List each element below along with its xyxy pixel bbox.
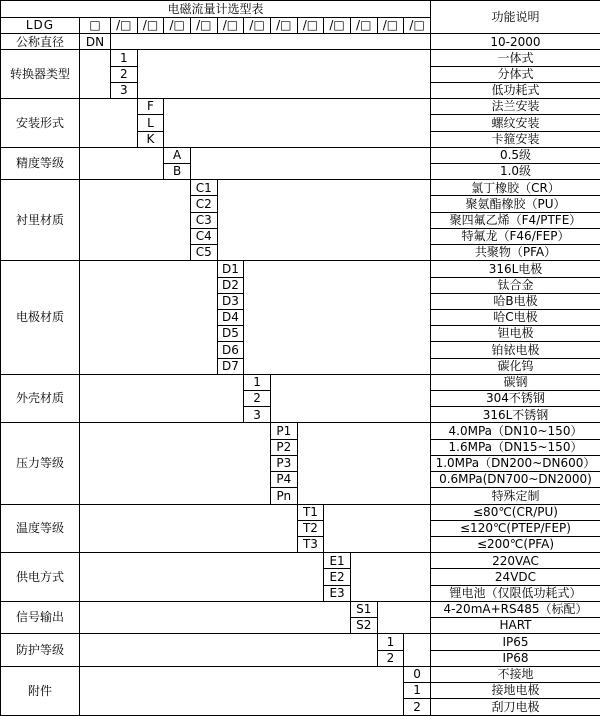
spacer-cell xyxy=(270,374,430,423)
option-desc-electrode-material: 钛合金 xyxy=(430,277,600,293)
option-row-signal-output xyxy=(1,601,600,617)
option-row-electrode-material xyxy=(1,261,600,277)
option-row-installation xyxy=(1,99,600,115)
option-code-liner-material: C3 xyxy=(190,212,217,228)
model-code-slot: /□ xyxy=(297,18,324,34)
option-desc-accuracy-class: 1.0级 xyxy=(430,163,600,179)
spacer-cell xyxy=(190,147,430,179)
option-desc-power-supply: 24VDC xyxy=(430,569,600,585)
option-desc-installation: 螺纹安装 xyxy=(430,115,600,131)
spacer-cell xyxy=(80,99,138,148)
option-code-housing-material: 2 xyxy=(244,391,271,407)
option-code-converter-type: 1 xyxy=(111,50,138,66)
option-desc-signal-output: 4-20mA+RS485（标配） xyxy=(430,601,600,617)
spacer-cell xyxy=(350,553,430,602)
option-desc-converter-type: 低功耗式 xyxy=(430,82,600,98)
model-code-slot: /□ xyxy=(190,18,217,34)
option-desc-housing-material: 碳钢 xyxy=(430,374,600,390)
option-code-power-supply: E3 xyxy=(324,585,351,601)
section-label-housing-material: 外壳材质 xyxy=(1,374,80,423)
option-code-installation: L xyxy=(137,115,164,131)
spacer-cell xyxy=(80,423,271,504)
option-desc-protection-rating: IP68 xyxy=(430,650,600,666)
option-row-power-supply xyxy=(1,553,600,569)
option-row-converter-type xyxy=(1,50,600,66)
model-code-slot: /□ xyxy=(377,18,404,34)
option-code-accessories: 0 xyxy=(404,666,431,682)
model-code-slot: /□ xyxy=(164,18,191,34)
title-row xyxy=(1,1,600,18)
spacer-cell xyxy=(111,34,431,50)
spacer-cell xyxy=(244,261,431,375)
option-code-electrode-material: D7 xyxy=(217,358,244,374)
option-row-pressure-rating xyxy=(1,423,600,439)
option-row-temperature-rating xyxy=(1,504,600,520)
model-code-slot: /□ xyxy=(350,18,377,34)
option-code-accessories: 2 xyxy=(404,699,431,716)
option-code-nominal-diameter: DN xyxy=(80,34,111,50)
option-code-electrode-material: D1 xyxy=(217,261,244,277)
option-code-signal-output: S1 xyxy=(350,601,377,617)
spacer-cell xyxy=(80,261,218,375)
option-code-pressure-rating: P4 xyxy=(270,472,297,488)
option-row-accessories xyxy=(1,666,600,682)
option-code-liner-material: C4 xyxy=(190,228,217,244)
option-code-power-supply: E1 xyxy=(324,553,351,569)
model-code-slot: /□ xyxy=(137,18,164,34)
option-desc-electrode-material: 316L电极 xyxy=(430,261,600,277)
option-desc-electrode-material: 钽电极 xyxy=(430,326,600,342)
option-code-electrode-material: D5 xyxy=(217,326,244,342)
spacer-cell xyxy=(164,99,431,148)
section-label-pressure-rating: 压力等级 xyxy=(1,423,80,504)
option-code-pressure-rating: P1 xyxy=(270,423,297,439)
option-desc-liner-material: 共聚物（PFA） xyxy=(430,245,600,261)
model-prefix: LDG xyxy=(1,18,80,34)
option-desc-converter-type: 分体式 xyxy=(430,66,600,82)
option-code-pressure-rating: P3 xyxy=(270,455,297,471)
model-code-slot: /□ xyxy=(324,18,351,34)
option-desc-pressure-rating: 0.6MPa(DN700~DN2000) xyxy=(430,472,600,488)
option-desc-accuracy-class: 0.5级 xyxy=(430,147,600,163)
spacer-cell xyxy=(80,147,164,179)
option-code-electrode-material: D3 xyxy=(217,293,244,309)
section-label-nominal-diameter: 公称直径 xyxy=(1,34,80,50)
option-code-temperature-rating: T3 xyxy=(297,537,324,553)
model-code-slot: /□ xyxy=(404,18,431,34)
spacer-cell xyxy=(377,601,430,633)
spacer-cell xyxy=(297,423,430,504)
option-code-liner-material: C5 xyxy=(190,245,217,261)
option-row-liner-material xyxy=(1,180,600,196)
option-code-liner-material: C1 xyxy=(190,180,217,196)
option-code-converter-type: 2 xyxy=(111,66,138,82)
option-code-installation: F xyxy=(137,99,164,115)
spacer-cell xyxy=(80,504,298,553)
option-desc-signal-output: HART xyxy=(430,618,600,634)
option-desc-installation: 卡箍安装 xyxy=(430,131,600,147)
option-code-protection-rating: 1 xyxy=(377,634,404,650)
section-label-accuracy-class: 精度等级 xyxy=(1,147,80,179)
option-code-electrode-material: D2 xyxy=(217,277,244,293)
spacer-cell xyxy=(137,50,430,99)
option-desc-electrode-material: 哈C电极 xyxy=(430,309,600,325)
spacer-cell xyxy=(324,504,431,553)
spacer-cell xyxy=(80,601,351,633)
spacer-cell xyxy=(80,50,111,99)
option-row-accuracy-class xyxy=(1,147,600,163)
section-label-protection-rating: 防护等级 xyxy=(1,634,80,666)
option-code-housing-material: 3 xyxy=(244,407,271,423)
spacer-cell xyxy=(80,634,378,666)
section-label-temperature-rating: 温度等级 xyxy=(1,504,80,553)
option-desc-electrode-material: 哈B电极 xyxy=(430,293,600,309)
table-title: 电磁流量计选型表 xyxy=(1,1,431,18)
spacer-cell xyxy=(80,180,191,261)
model-code-slot: /□ xyxy=(217,18,244,34)
option-code-accuracy-class: A xyxy=(164,147,191,163)
option-desc-temperature-rating: ≤200℃(PFA) xyxy=(430,537,600,553)
option-desc-protection-rating: IP65 xyxy=(430,634,600,650)
section-label-liner-material: 衬里材质 xyxy=(1,180,80,261)
option-desc-accessories: 刮刀电极 xyxy=(430,699,600,716)
option-desc-accessories: 不接地 xyxy=(430,666,600,682)
option-code-pressure-rating: P2 xyxy=(270,439,297,455)
option-desc-pressure-rating: 特殊定制 xyxy=(430,488,600,504)
option-row-protection-rating xyxy=(1,634,600,650)
section-label-electrode-material: 电极材质 xyxy=(1,261,80,375)
option-desc-pressure-rating: 1.0MPa（DN200~DN600） xyxy=(430,455,600,471)
section-label-power-supply: 供电方式 xyxy=(1,553,80,602)
spacer-cell xyxy=(80,374,244,423)
option-desc-liner-material: 特氟龙（F46/FEP） xyxy=(430,228,600,244)
option-desc-power-supply: 锂电池（仅限低功耗式） xyxy=(430,585,600,601)
option-desc-converter-type: 一体式 xyxy=(430,50,600,66)
option-code-electrode-material: D4 xyxy=(217,309,244,325)
option-code-power-supply: E2 xyxy=(324,569,351,585)
option-desc-accessories: 接地电极 xyxy=(430,682,600,698)
option-desc-temperature-rating: ≤80℃(CR/PU) xyxy=(430,504,600,520)
option-code-accuracy-class: B xyxy=(164,163,191,179)
option-desc-liner-material: 氯丁橡胶（CR） xyxy=(430,180,600,196)
option-code-protection-rating: 2 xyxy=(377,650,404,666)
option-row-housing-material xyxy=(1,374,600,390)
option-code-signal-output: S2 xyxy=(350,618,377,634)
function-description-header: 功能说明 xyxy=(430,1,600,34)
option-code-housing-material: 1 xyxy=(244,374,271,390)
option-desc-pressure-rating: 4.0MPa（DN10~150） xyxy=(430,423,600,439)
option-code-pressure-rating: Pn xyxy=(270,488,297,504)
section-label-installation: 安装形式 xyxy=(1,99,80,148)
section-label-accessories: 附件 xyxy=(1,666,80,715)
option-code-electrode-material: D6 xyxy=(217,342,244,358)
option-code-temperature-rating: T1 xyxy=(297,504,324,520)
option-desc-housing-material: 316L不锈钢 xyxy=(430,407,600,423)
section-label-signal-output: 信号输出 xyxy=(1,601,80,633)
option-desc-installation: 法兰安装 xyxy=(430,99,600,115)
option-desc-electrode-material: 碳化钨 xyxy=(430,358,600,374)
option-code-accessories: 1 xyxy=(404,682,431,698)
option-code-temperature-rating: T2 xyxy=(297,520,324,536)
option-desc-housing-material: 304不锈钢 xyxy=(430,391,600,407)
option-desc-pressure-rating: 1.6MPa（DN15~150） xyxy=(430,439,600,455)
option-desc-temperature-rating: ≤120℃(PTEP/FEP) xyxy=(430,520,600,536)
option-desc-liner-material: 聚氨酯橡胶（PU） xyxy=(430,196,600,212)
spacer-cell xyxy=(404,634,431,666)
option-desc-power-supply: 220VAC xyxy=(430,553,600,569)
model-code-box: □ xyxy=(80,18,111,34)
option-code-installation: K xyxy=(137,131,164,147)
option-code-liner-material: C2 xyxy=(190,196,217,212)
option-row-nominal-diameter xyxy=(1,34,600,50)
option-desc-electrode-material: 铂铱电极 xyxy=(430,342,600,358)
section-label-converter-type: 转换器类型 xyxy=(1,50,80,99)
model-code-slot: /□ xyxy=(244,18,271,34)
option-desc-nominal-diameter: 10-2000 xyxy=(430,34,600,50)
model-code-slot: /□ xyxy=(270,18,297,34)
option-code-converter-type: 3 xyxy=(111,82,138,98)
option-desc-liner-material: 聚四氟乙烯（F4/PTFE） xyxy=(430,212,600,228)
spacer-cell xyxy=(80,666,404,715)
spacer-cell xyxy=(217,180,430,261)
spacer-cell xyxy=(80,553,324,602)
model-code-slot: /□ xyxy=(111,18,138,34)
